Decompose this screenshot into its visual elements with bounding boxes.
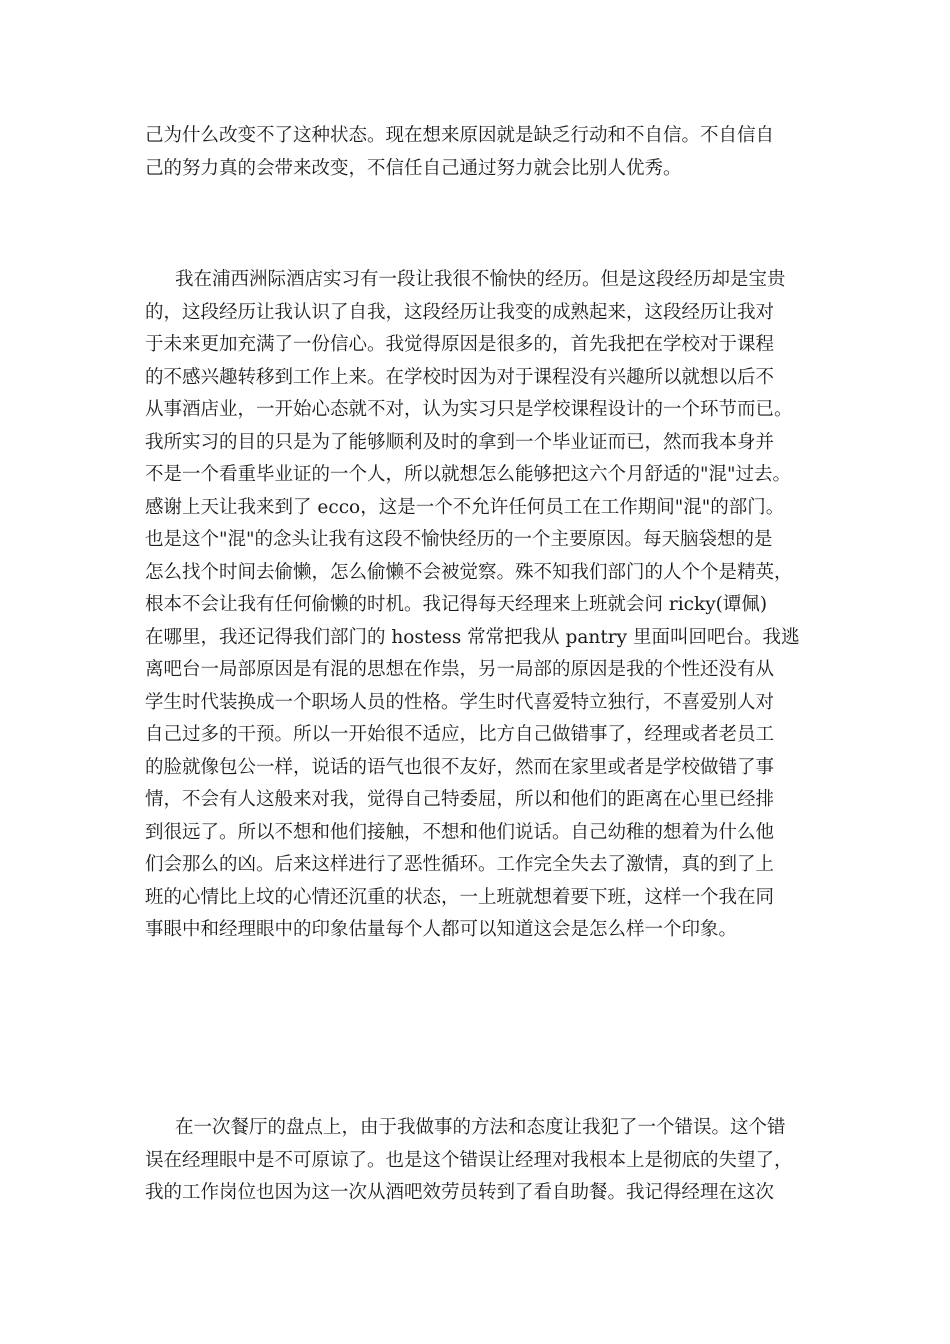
- paragraph-line: 我所实习的目的只是为了能够顺利及时的拿到一个毕业证而已，然而我本身并: [145, 431, 775, 453]
- paragraph-line: 我的工作岗位也因为这一次从酒吧效劳员转到了看自助餐。我记得经理在这次: [145, 1182, 775, 1203]
- paragraph-line: 己为什么改变不了这种状态。现在想来原因就是缺乏行动和不自信。不自信自: [145, 125, 775, 146]
- paragraph-line: 在一次餐厅的盘点上，由于我做事的方法和态度让我犯了一个错误。这个错: [175, 1117, 786, 1138]
- paragraph-line: 不是一个看重毕业证的一个人，所以就想怎么能够把这六个月舒适的"混"过去。: [145, 464, 792, 485]
- paragraph-line: 己的努力真的会带来改变，不信任自己通过努力就会比别人优秀。: [145, 157, 682, 179]
- paragraph-line: 的不感兴趣转移到工作上来。在学校时因为对于课程没有兴趣所以就想以后不: [145, 366, 775, 388]
- paragraph-line: 于未来更加充满了一份信心。我觉得原因是很多的，首先我把在学校对于课程: [145, 334, 775, 355]
- paragraph-line: 事眼中和经理眼中的印象估量每个人都可以知道这会是怎么样一个印象。: [145, 919, 738, 940]
- paragraph-3: [145, 1112, 810, 1210]
- paragraph-line: 班的心情比上坟的心情还沉重的状态，一上班就想着要下班，这样一个我在同: [145, 886, 775, 908]
- paragraph-line: 们会那么的凶。后来这样进行了恶性循环。工作完全失去了激情，真的到了上: [145, 854, 775, 875]
- paragraph-line: 我在浦西洲际酒店实习有一段让我很不愉快的经历。但是这段经历却是宝贵: [175, 269, 786, 290]
- paragraph-line: 根本不会让我有任何偷懒的时机。我记得每天经理来上班就会问 ricky(谭佩): [145, 594, 768, 615]
- paragraph-line: 怎么找个时间去偷懒，怎么偷懒不会被觉察。殊不知我们部门的人个个是精英，: [145, 561, 793, 583]
- paragraph-line: 感谢上天让我来到了 ecco，这是一个不允许任何员工在工作期间"混"的部门。: [145, 496, 785, 518]
- paragraph-line: 从事酒店业，一开始心态就不对，认为实习只是学校课程设计的一个环节而已。: [145, 399, 793, 420]
- paragraph-line: 到很远了。所以不想和他们接触，不想和他们说话。自己幼稚的想着为什么他: [145, 821, 775, 843]
- paragraph-line: 自己过多的干预。所以一开始很不适应，比方自己做错事了，经理或者老员工: [145, 724, 775, 745]
- paragraph-line: 情，不会有人这般来对我，觉得自己特委屈，所以和他们的距离在心里已经排: [145, 789, 775, 810]
- paragraph-line: 学生时代装换成一个职场人员的性格。学生时代喜爱特立独行，不喜爱别人对: [145, 691, 775, 713]
- paragraph-line: 在哪里，我还记得我们部门的 hostess 常常把我从 pantry 里面叫回吧台。我逃: [145, 626, 800, 648]
- paragraph-line: 误在经理眼中是不可原谅了。也是这个错误让经理对我根本上是彻底的失望了，: [145, 1149, 793, 1171]
- paragraph-line: 的脸就像包公一样，说话的语气也很不友好，然而在家里或者是学校做错了事: [145, 756, 775, 778]
- paragraph-1: [145, 120, 810, 185]
- paragraph-line: 也是这个"混"的念头让我有这段不愉快经历的一个主要原因。每天脑袋想的是: [145, 529, 773, 550]
- paragraph-2: [145, 264, 810, 947]
- paragraph-line: 的，这段经历让我认识了自我，这段经历让我变的成熟起来，这段经历让我对: [145, 301, 775, 323]
- paragraph-line: 离吧台一局部原因是有混的思想在作祟，另一局部的原因是我的个性还没有从: [145, 659, 775, 680]
